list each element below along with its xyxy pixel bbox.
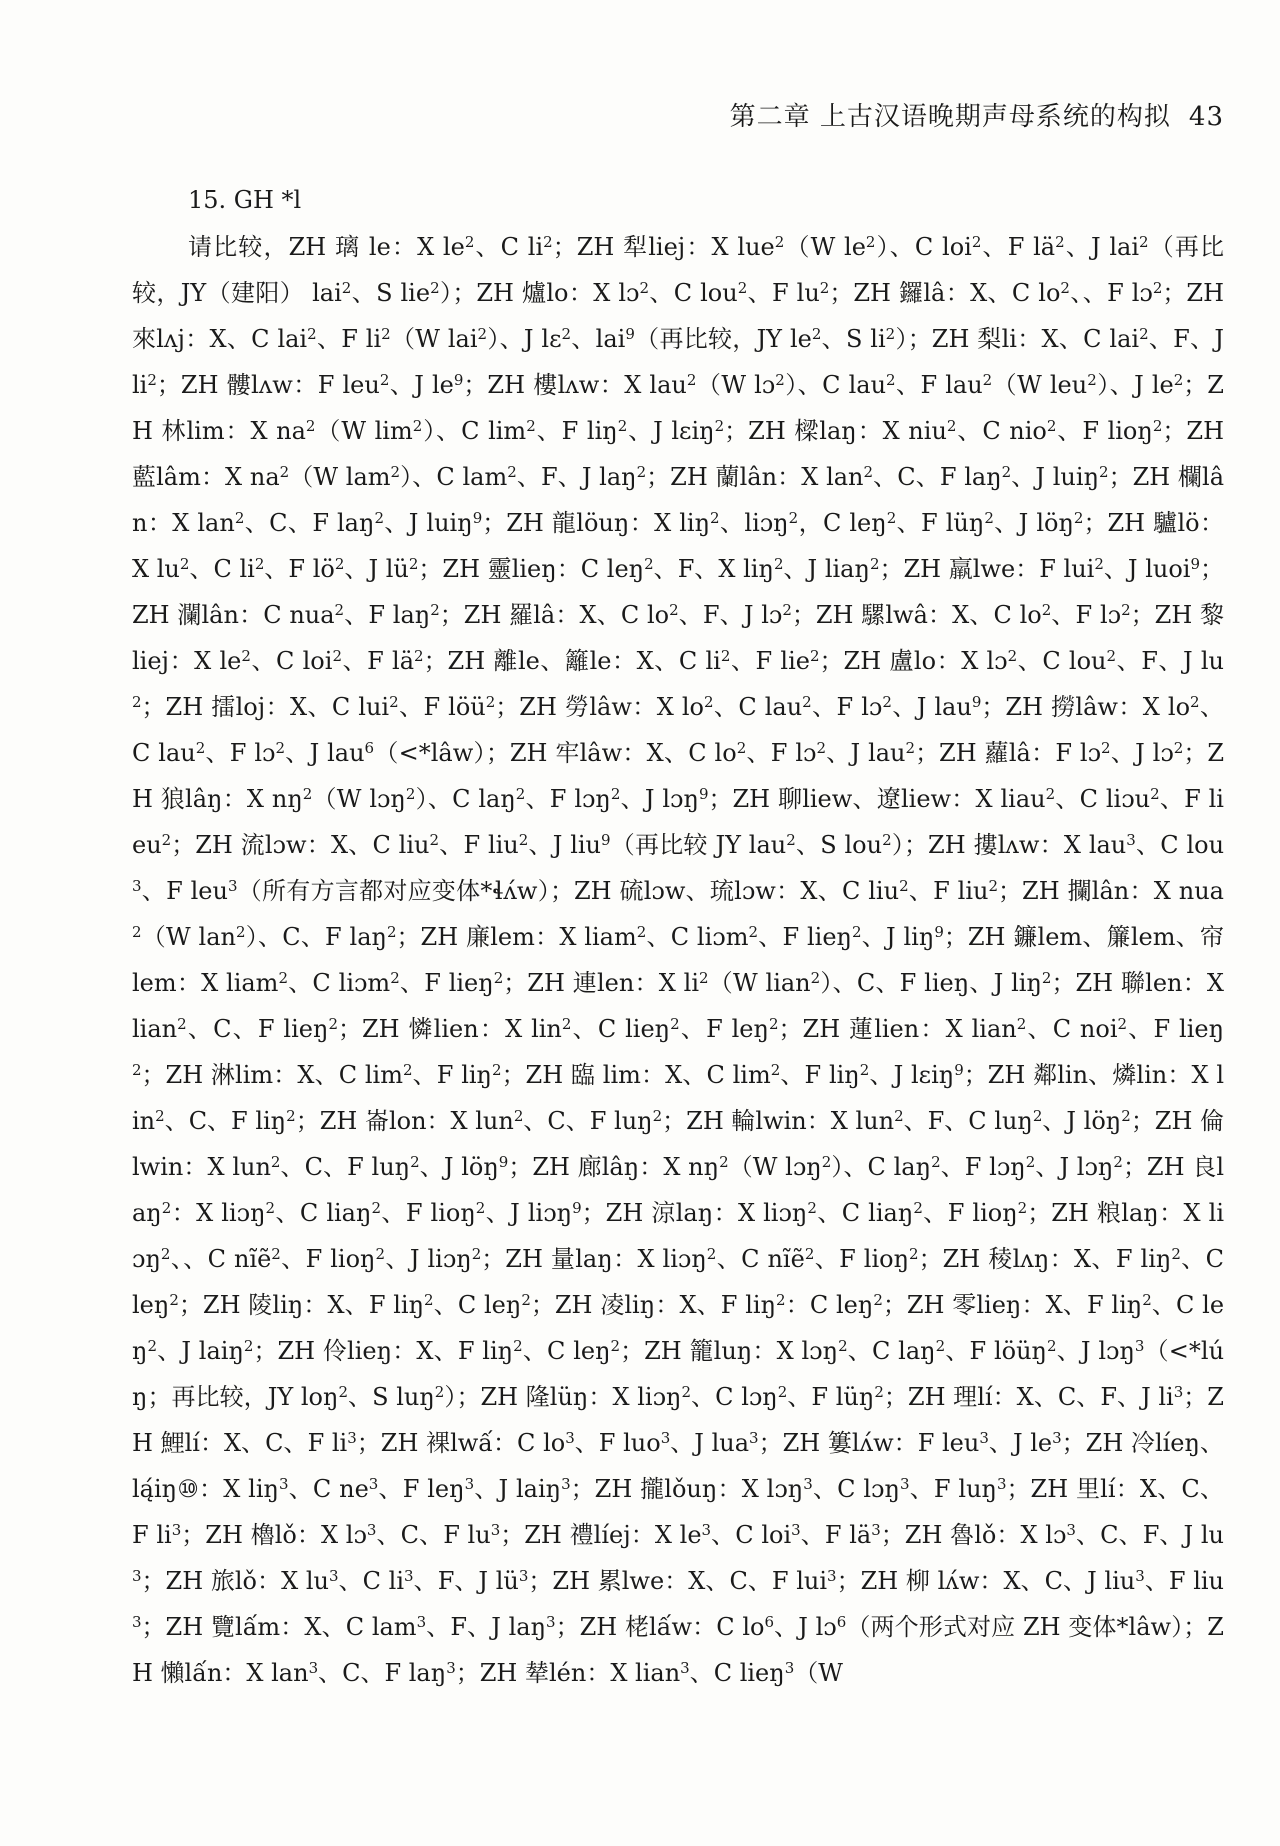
page-number: 43 xyxy=(1188,102,1224,132)
section-heading: 15. GH *l xyxy=(188,186,302,214)
running-head xyxy=(730,96,1224,133)
body-paragraph: 请比较，ZH 璃 le：X $le^2$、C $li^2$；ZH 犁liej：X lue$^2$（W $le^2$）、C loi$^2$、F $lä^2$、J lai$^2$（再比较，JY（建阳） lai$^2$、S lie$^2$）；ZH 爐lo：X lɔ$^2$、C lou$^2$、F $lu^2$；ZH 鑼lâ：X、C $lo^2$、、F lɔ$^2$；ZH 來lʌj：X、C lai$^2$、F $li^2(W$ lai$^2$）、J lɛ$^2$、lai$^9$（再比较，JY $le^2$、S $li^2$）；ZH 梨li：X、C lai$^2$、F、J $li^2$；ZH 髏lʌw：F leu$^2$、J $le^9$；ZH 樓lʌw：X lau$^2$（W lɔ$^2$）、C lau$^2$、F lau$^2$（W leu$^2$）、J $le^2$；ZH 林lim：X $na^2(W$ $\lim^2$）、C $\lim^2$、F liŋ$^2$、J lɛiŋ$^2$；ZH 樑laŋ：X niu$^2$、C nio$^2$、F lioŋ$^2$；ZH 藍lâm：X $na^2(W$ lam$^2$）、C lam$^2$、F、J laŋ$^2$；ZH 蘭lân：X lan$^2$、C、F laŋ$^2$、J luiŋ$^2$；ZH 欄lân：X lan$^2$、C、F laŋ$^2$、J luiŋ$^9$；ZH 龍löuŋ：X liŋ$^2$、liɔŋ$^2$，C leŋ$^2$、F lüŋ$^2$、J löŋ$^2$；ZH 驢lö：X $lu^2$、C $li^2$、F $lö^2$、J $lü^2$；ZH 靈lieŋ：C leŋ$^2$、F、X liŋ$^2$、J liaŋ$^2$；ZH 羸lwe：F lui$^2$、J luoi$^9$；ZH 瀾lân：C nua$^2$、F laŋ$^2$；ZH 羅lâ：X、C $lo^2$、F、J lɔ$^2$；ZH 騾lwâ：X、C $lo^2$、F lɔ$^2$；ZH 黎liej：X $le^2$、C loi$^2$、F $lä^2$；ZH 離le、籬le：X、C $li^2$、F lie$^2$；ZH 盧lo：X lɔ$^2$、C lou$^2$、F、J $lu^2$；ZH 擂loj：X、C lui$^2$、F löü$^2$；ZH 勞lâw：X $lo^2$、C lau$^2$、F lɔ$^2$、J lau$^9$；ZH 撈lâw：X $lo^2$、C lau$^2$、F lɔ$^2$、J lau$^6$（<*lâw）；ZH 牢lâw：X、C $lo^2$、F lɔ$^2$、J lau$^2$；ZH 蘿lâ：F lɔ$^2$、J lɔ$^2$；ZH 狼lâŋ：X $nŋ^2(W$ lɔŋ$^2$）、C laŋ$^2$、F lɔŋ$^2$、J lɔŋ$^9$；ZH 聊liew、遼liew：X liau$^2$、C liɔu$^2$、F lieu$^2$；ZH 流lɔw：X、C liu$^2$、F liu$^2$、J liu$^9$（再比较 JY lau$^2$、S lou$^2$）；ZH 摟lʌw：X lau$^3$、C lou$^3$、F leu$^3$（所有方言都对应变体*ɬʌ́w）；ZH 硫lɔw、琉lɔw：X、C liu$^2$、F liu$^2$；ZH 攔lân：X nua$^2$（W lan$^2$）、C、F laŋ$^2$；ZH 廉lem：X liam$^2$、C liɔm$^2$、F lieŋ$^2$、J liŋ$^9$；ZH 鐮lem、簾lem、帘lem：X liam$^2$、C liɔm$^2$、F lieŋ$^2$；ZH 連len：X $li^2(W$ lian$^2$）、C、F lieŋ、J liŋ$^2$；ZH 聯len：X lian$^2$、C、F lieŋ$^2$；ZH 憐lien：X lin$^2$、C lieŋ$^2$、F leŋ$^2$；ZH 蓮lien：X lian$^2$、C noi$^2$、F lieŋ$^2$；ZH 淋lim：X、C $\lim^2$、F liŋ$^2$；ZH 臨 lim：X、C $\lim^2$、F liŋ$^2$、J lɛiŋ$^9$；ZH 鄰lin、燐lin：X lin$^2$、C、F liŋ$^2$；ZH 崙lon：X lun$^2$、C、F luŋ$^2$；ZH 輪lwin：X lun$^2$、F、C luŋ$^2$、J löŋ$^2$；ZH 倫lwin：X lun$^2$、C、F luŋ$^2$、J löŋ$^9$；ZH 廊lâŋ：X $nŋ^2(W$ lɔŋ$^2$）、C laŋ$^2$、F lɔŋ$^2$、J lɔŋ$^2$；ZH 良laŋ$^2$：X liɔŋ$^2$、C liaŋ$^2$、F lioŋ$^2$、J liɔŋ$^9$；ZH 涼laŋ：X liɔŋ$^2$、C liaŋ$^2$、F lioŋ$^2$；ZH 粮laŋ：X liɔŋ$^2$、、C nĩẽ$^2$、F lioŋ$^2$、J liɔŋ$^2$；ZH 量laŋ：X liɔŋ$^2$、C nĩẽ$^2$、F lioŋ$^2$；ZH 稜lʌŋ：X、F liŋ$^2$、C leŋ$^2$；ZH 陵liŋ：X、F liŋ$^2$、C leŋ$^2$；ZH 凌liŋ：X、F liŋ$^2$：C leŋ$^2$；ZH 零lieŋ：X、F liŋ$^2$、C leŋ$^2$、J laiŋ$^2$；ZH 伶lieŋ：X、F liŋ$^2$、C leŋ$^2$；ZH 籠luŋ：X lɔŋ$^2$、C laŋ$^2$、F löüŋ$^2$、J lɔŋ$^3$（<*lúŋ；再比较，JY loŋ$^2$、S luŋ$^2$）；ZH 隆lüŋ：X liɔŋ$^2$、C lɔŋ$^2$、F lüŋ$^2$；ZH 理lí：X、C、F、J $li^3$；ZH 鯉lí：X、C、F $li^3$；ZH 裸lwấ：C $lo^3$、F luo$^3$、J lua$^3$；ZH 簍lʌ́w：F leu$^3$、J $le^3$；ZH 冷líeŋ、lą́iŋ⑩：X liŋ$^3$、C $ne^3$、F leŋ$^3$、J laiŋ$^3$；ZH 攏lǒuŋ：X lɔŋ$^3$、C lɔŋ$^3$、F luŋ$^3$；ZH 里lí：X、C、F $li^3$；ZH 櫓lǒ：X lɔ$^3$、C、F $lu^3$；ZH 禮líej：X $le^3$、C loi$^3$、F $lä^3$；ZH 魯lǒ：X lɔ$^3$、C、F、J $lu^3$；ZH 旅lǒ：X $lu^3$、C $li^3$、F、J $lü^3$；ZH 累lwe：X、C、F lui$^3$；ZH 柳 lʌ́w：X、C、J liu$^3$、F liu$^3$；ZH 覽lấm：X、C lam$^3$、F、J laŋ$^3$；ZH 栳lấw：C $lo^6$、J lɔ$^6$（两个形式对应 ZH 变体*lâw）；ZH 懶lấn：X lan$^3$、C、F laŋ$^3$；ZH 辇lén：X lian$^3$、C lieŋ$^3$（W xyxy=(132,232,1225,1687)
chapter-title: 第二章 上古汉语晚期声母系统的构拟 xyxy=(729,102,1171,132)
